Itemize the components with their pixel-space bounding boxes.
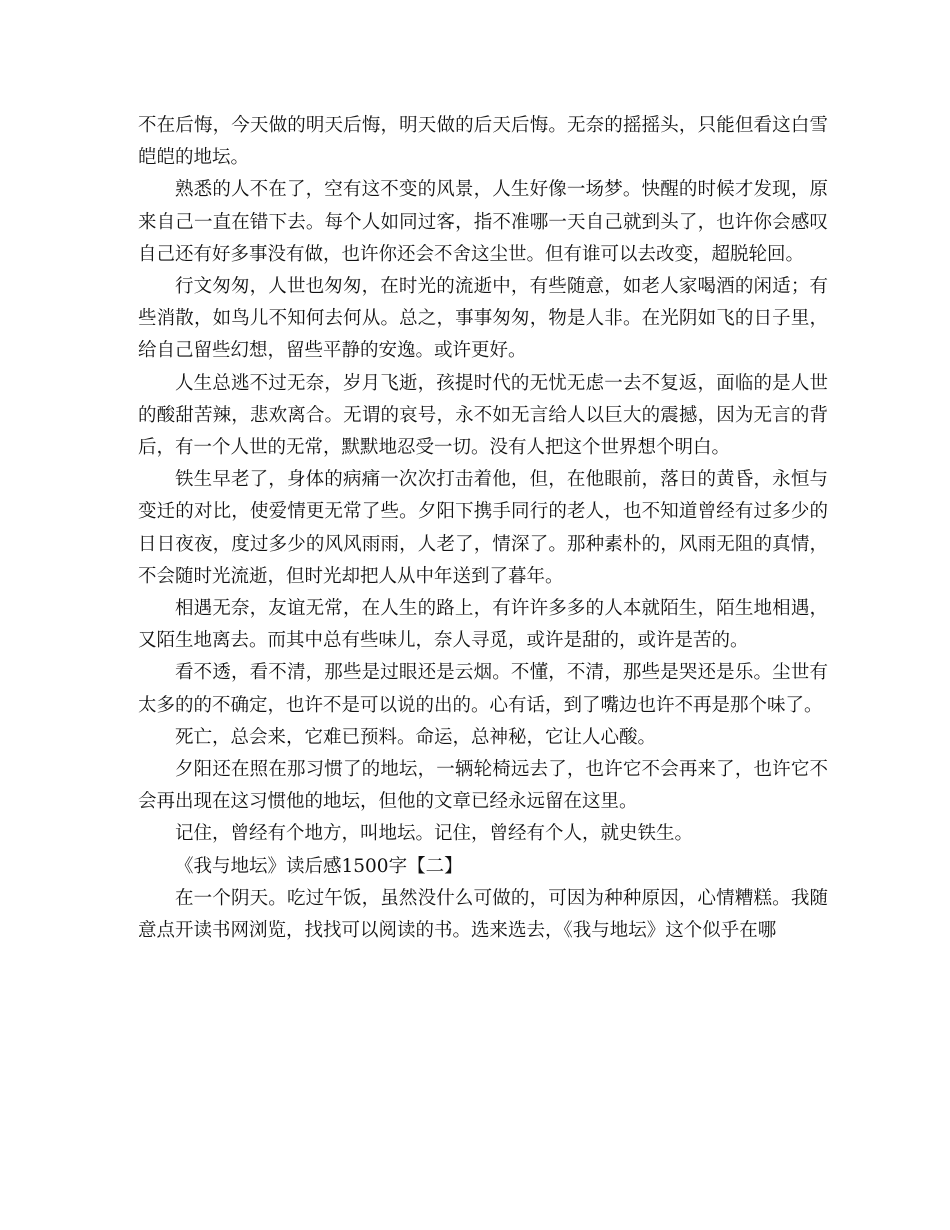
paragraph: 人生总逃不过无奈，岁月飞逝，孩提时代的无忧无虑一去不复返，面临的是人世的酸甜苦辣，悲欢离合。无谓的哀号，永不如无言给人以巨大的震撼，因为无言的背后，有一个人世的无常，默默地忍受一切。没有人把这个世界想个明白。 [138,372,828,459]
paragraph: 熟悉的人不在了，空有这不变的风景，人生好像一场梦。快醒的时候才发现，原来自己一直在错下去。每个人如同过客，指不准哪一天自己就到头了，也许你会感叹自己还有好多事没有做，也许你还会不舍这尘世。但有谁可以去改变，超脱轮回。 [138,179,828,265]
paragraph: 相遇无奈，友谊无常，在人生的路上，有许许多多的人本就陌生，陌生地相遇，又陌生地离去。而其中总有些味儿，奈人寻觅，或许是甜的，或许是苦的。 [138,598,828,652]
paragraph: 夕阳还在照在那习惯了的地坛，一辆轮椅远去了，也许它不会再来了，也许它不会再出现在这习惯他的地坛，但他的文章已经永远留在这里。 [138,759,828,813]
paragraph: 铁生早老了，身体的病痛一次次打击着他，但，在他眼前，落日的黄昏，永恒与变迁的对比，使爱情更无常了些。夕阳下携手同行的老人，也不知道曾经有过多少的日日夜夜，度过多少的风风雨雨，人老了，情深了。那种素朴的，风雨无阻的真情，不会随时光流逝，但时光却把人从中年送到了暮年。 [138,469,828,587]
paragraph: 行文匆匆，人世也匆匆，在时光的流逝中，有些随意，如老人家喝酒的闲适；有些消散，如鸟儿不知何去何从。总之，事事匆匆，物是人非。在光阴如飞的日子里，给自己留些幻想，留些平静的安逸。或许更好。 [138,276,828,362]
document-body [138,110,828,947]
paragraph-continued: 不在后悔，今天做的明天后悔，明天做的后天后悔。无奈的摇摇头，只能但看这白雪皑皑的地坛。 [138,115,828,169]
paragraph: 看不透，看不清，那些是过眼还是云烟。不懂，不清，那些是哭还是乐。尘世有太多的的不确定，也许不是可以说的出的。心有话，到了嘴边也许不再是那个味了。 [138,662,828,716]
paragraph: 死亡，总会来，它难已预料。命运，总神秘，它让人心酸。 [175,726,657,748]
paragraph: 在一个阴天。吃过午饭，虽然没什么可做的，可因为种种原因，心情糟糕。我随意点开读书网浏览，找找可以阅读的书。选来选去，《我与地坛》这个似乎在哪 [138,887,828,942]
section-heading: 《我与地坛》读后感1500字【二】 [175,855,463,877]
paragraph: 记住，曾经有个地方，叫地坛。记住，曾经有个人，就史铁生。 [175,823,694,845]
